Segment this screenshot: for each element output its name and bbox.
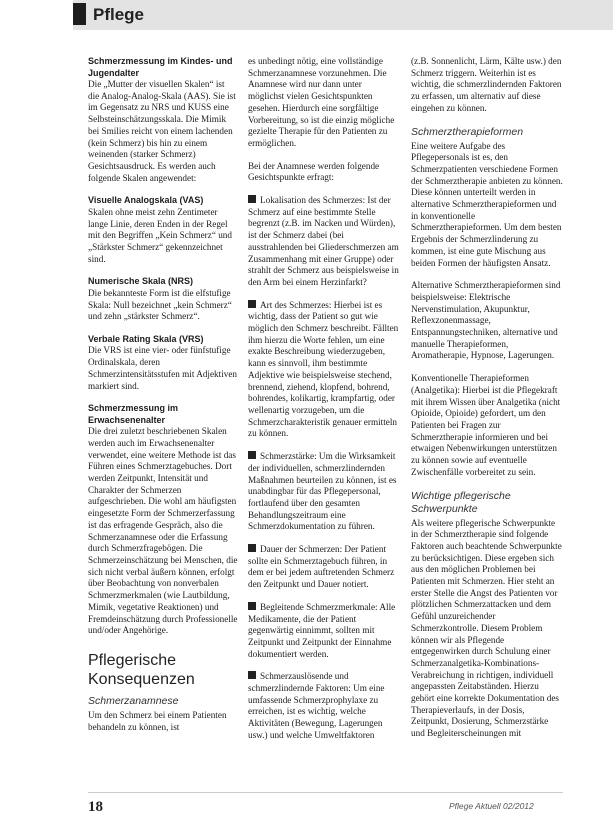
- adult-heading: Schmerzmessung im Erwachsenenalter: [88, 403, 179, 425]
- vrs-heading: Verbale Rating Skala (VRS): [88, 333, 204, 344]
- journal-footer: Pflege Aktuell 02/2012: [449, 801, 534, 811]
- anamnesis-intro-text: Bei der Anamnese werden folgende Gesichtspunkte erfragt:: [248, 160, 380, 183]
- bullet-text: Schmerzauslösende und schmerzlindernde Faktoren: Um eine umfassende Schmerzprophylaxe zu erreichen, ist es wichtig, welche Aktivitäten (Bewegung, Lagerungen usw.) und welche Umweltfaktoren: [248, 671, 385, 740]
- vas-heading: Visuelle Analogskala (VAS): [88, 195, 204, 206]
- nursing-heading: Wichtige pflegerische Schwerpunkte: [411, 489, 511, 515]
- intro-heading: Schmerzmessung im Kindes- und Jugendalter: [88, 56, 233, 78]
- bullet-text: Begleitende Schmerzmerkmale: Alle Medikamente, die der Patient gegenwärtig einnimmt, sollten mit Zeitpunkt und Zeitpunkt der Einnahme dokumentiert werden.: [248, 601, 396, 659]
- column-2: [248, 56, 400, 753]
- nursing-text: Als weitere pflegerische Schwerpunkte in der Schmerztherapie sind folgende Faktoren auch beachtende Schwerpunkte zu berücksichtigen. Diese ergeben sich aus den möglichen Problemen bei Patienten mit Schmerzen. Hier steht an erster Stelle die Angst des Patienten vor plötzlichen Schmerzattacken und dem Gefühl unzureichender Schmerzkontrolle. Diesem Problem können wir als Pflegende entgegenwirken durch Schulung einer Schmerzanalgetika-Kombinations-Verabreichung in richtigen, individuell angepassten Zeitabständen. Hierzu gehört eine korrekte Dokumentation des Therapieverlaufs, in der Dosis, Zeitpunkt, Dosierung, Schmerzstärke und Begleiterscheinungen mit: [411, 517, 562, 739]
- bullet-accompanying-signs: [248, 602, 400, 661]
- bullet-square-icon: [248, 544, 256, 552]
- header-bar: [73, 0, 613, 30]
- bullet-pain-intensity: [248, 451, 400, 533]
- consequences-heading: Pflegerische Konsequenzen: [88, 651, 195, 688]
- bullet-square-icon: [248, 300, 256, 308]
- bullet-square-icon: [248, 451, 256, 459]
- column-2-lead-text: es unbedingt nötig, eine vollständige Schmerzanamnese vorzunehmen. Die Anamnese wird nur dann unter möglichst vielen Gesichtspunkten gesehen. Hierdurch eine sorgfältige Vorbereitung, so ist die einzig mögliche gezielte Therapie für den Patienten zu ermöglichen.: [248, 56, 395, 148]
- adult-text: Die drei zuletzt beschriebenen Skalen werden auch im Erwachsenenalter verwendet, eine weitere Methode ist das Führen eines Schmerztagebuches. Dort werden Zeitpunkt, Intensität und Charakter der Schmerzen aufgeschrieben. Die wohl am häufigsten eingesetzte Form der Schmerzerfassung ist das erfragende Gespräch, also die Schmerzanamnese oder die Erfassung durch Schmerzfragebögen. Die Schmerzeinschätzung bei Menschen, die sich nicht verbal äußern können, erfolgt über Beobachtung von nonverbalen Schmerzmerkmalen (wie Lautbildung, Mimik, vegetative Reaktionen) und Fremdeinschätzung durch Professionelle und/oder Angehörige.: [88, 426, 238, 636]
- bullet-pain-duration: [248, 544, 400, 591]
- bullet-square-icon: [248, 671, 256, 679]
- page-number: 18: [88, 799, 103, 815]
- therapy-text-2: Alternative Schmerztherapieformen sind beispielsweise: Elektrische Nervenstimulation, Akupunktur, Reflexzonenmassage, Entspannungstechniken, alternative und manuelle Therapieformen, Aromatherapie, Hypnose, Lagerungen.: [411, 280, 561, 361]
- bullet-text: Schmerzstärke: Um die Wirksamkeit der individuellen, schmerzlindernden Maßnahmen beurteilen zu können, ist es unabdingbar für das Pflegepersonal, fortlaufend über den gesamten Behandlungszeitraum eine Schmerzdokumentation zu führen.: [248, 451, 397, 532]
- column-1: [88, 56, 238, 744]
- nrs-text: Die bekannteste Form ist die elfstufige Skala: Null bezeichnet „kein Schmerz“ und zehn „stärkster Schmerz“.: [88, 287, 232, 322]
- bullet-text: Lokalisation des Schmerzes: Ist der Schmerz auf eine bestimmte Stelle begrenzt (z.B. im Nacken und Würden), ist der Schmerz dabei (bei ausstrahlenden bei Gliederschmerzen am Zusammenhang mit einer Gruppe) oder strahlt der Schmerz aus beispielsweise in den Arm bei einem Herzinfarkt?: [248, 195, 399, 287]
- bullet-triggers: [248, 671, 400, 741]
- bullet-pain-type: [248, 300, 400, 440]
- column-3-lead-text: (z.B. Sonnenlicht, Lärm, Kälte usw.) den Schmerz triggern. Weiterhin ist es wichtig, die schmerzlindernden Faktoren zu erfassen, um alternativ auf diese eingehen zu können.: [411, 56, 562, 113]
- bullet-localisation: [248, 195, 400, 289]
- anamnesis-heading: Schmerzanamnese: [88, 694, 179, 707]
- bullet-square-icon: [248, 602, 256, 610]
- section-title: Pflege: [93, 5, 145, 24]
- footer-divider: [88, 792, 563, 793]
- therapy-heading: Schmerztherapieformen: [411, 125, 524, 138]
- nrs-heading: Numerische Skala (NRS): [88, 276, 194, 287]
- bullet-text: Dauer der Schmerzen: Der Patient sollte ein Schmerztagebuch führen, in dem er bei jedem auftretenden Schmerz den Zeitpunkt und Dauer notiert.: [248, 544, 395, 590]
- column-3: [411, 56, 563, 751]
- section-marker: [73, 3, 86, 25]
- intro-text: Die „Mutter der visuellen Skalen“ ist die Analog-Analog-Skala (AAS). Sie ist im Gegensatz zu NRS und KUSS eine Selbsteinschätzungsskala. Die Mimik bei Smilies reicht von einem lachenden (kein Schmerz) bis hin zu einem weinenden (starker Schmerz) Gesichtsausdruck. Es werden auch folgende Skalen angewendet:: [88, 79, 236, 183]
- vas-text: Skalen ohne meist zehn Zentimeter lange Linie, deren Enden in der Regel mit den Begriffen „Kein Schmerz“ und „Stärkster Schmerz“ gekennzeichnet sind.: [88, 206, 232, 264]
- therapy-text-1: Eine weitere Aufgabe des Pflegepersonals ist es, den Schmerzpatienten verschiedene Formen der Schmerztherapie anbieten zu können. Diese können unterteilt werden in alternative Schmerztherapieformen und in konventionelle Schmerztherapieformen. Um dem besten Ergebnis der Schmerzlinderung zu kommen, ist eine gute Mischung aus beiden Formen der häufigsten Ansatz.: [411, 140, 563, 268]
- anamnesis-text: Um den Schmerz bei einem Patienten behandeln zu können, ist: [88, 709, 227, 732]
- bullet-text: Art des Schmerzes: Hierbei ist es wichtig, dass der Patient so gut wie möglich den Schmerz beschreibt. Fällten ihm hierzu die Worte fehlen, um eine exakte Beschreibung wiederzugeben, kann es sinnvoll, ihm bestimmte Adjektive wie beispielsweise stechend, brennend, ziehend, klopfend, bohrend, bohrendes, kolikartig, krampfartig, oder wellenartig vorzugeben, um die Schmerzcharakteristik genauer ermitteln zu können.: [248, 299, 399, 439]
- therapy-text-3: Konventionelle Therapieformen (Analgetika): Hierbei ist die Pflegekraft mit ihrem Wissen über Analgetika (nicht Opioide, Opioide) gefordert, um den Patienten bei Fragen zur Schmerztherapie informieren und bei etwaigen Nebenwirkungen unterstützen zu können sowie auf eventuelle Zwischenfälle vorbereitet zu sein.: [411, 373, 561, 477]
- vrs-text: Die VRS ist eine vier- oder fünfstufige Ordinalskala, deren Schmerzintensitätsstufen mit Adjektiven markiert sind.: [88, 345, 238, 391]
- bullet-square-icon: [248, 195, 256, 203]
